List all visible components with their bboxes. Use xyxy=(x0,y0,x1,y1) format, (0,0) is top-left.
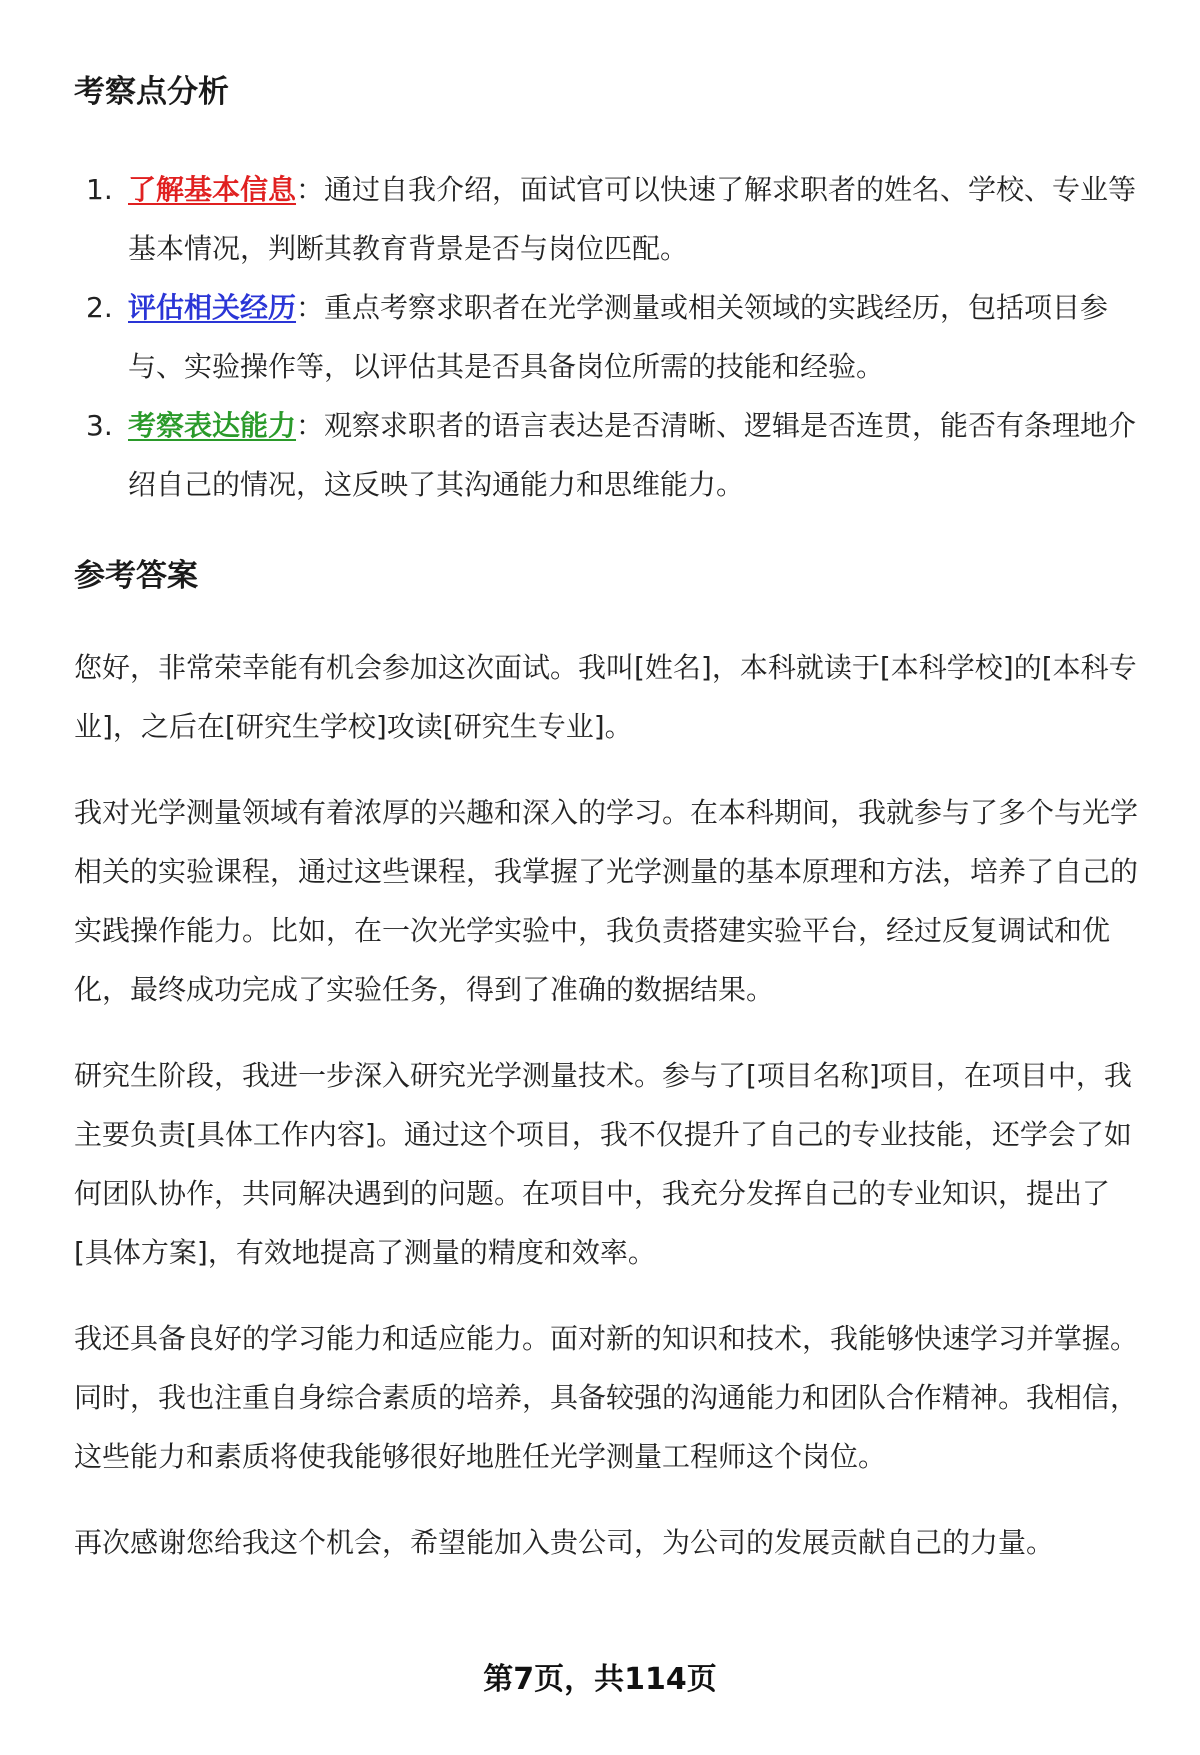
list-number: 2. xyxy=(86,291,113,324)
answer-body xyxy=(74,638,1146,1572)
analysis-item xyxy=(74,278,1146,396)
answer-paragraph: 我对光学测量领域有着浓厚的兴趣和深入的学习。在本科期间，我就参与了多个与光学相关的实验课程，通过这些课程，我掌握了光学测量的基本原理和方法，培养了自己的实践操作能力。比如，在一次光学实验中，我负责搭建实验平台，经过反复调试和优化，最终成功完成了实验任务，得到了准确的数据结果。 xyxy=(74,796,1139,1006)
answer-paragraph: 研究生阶段，我进一步深入研究光学测量技术。参与了[项目名称]项目，在项目中，我主要负责[具体工作内容]。通过这个项目，我不仅提升了自己的专业技能，还学会了如何团队协作，共同解决遇到的问题。在项目中，我充分发挥自己的专业知识，提出了[具体方案]，有效地提高了测量的精度和效率。 xyxy=(74,1059,1132,1269)
analysis-item-text: 重点考察求职者在光学测量或相关领域的实践经历，包括项目参与、实验操作等，以评估其是否具备岗位所需的技能和经验。 xyxy=(128,291,1109,383)
analysis-heading: 考察点分析 xyxy=(74,74,229,110)
analysis-item-text: 观察求职者的语言表达是否清晰、逻辑是否连贯，能否有条理地介绍自己的情况，这反映了其沟通能力和思维能力。 xyxy=(128,409,1137,501)
answer-heading: 参考答案 xyxy=(74,558,198,594)
analysis-list xyxy=(74,160,1146,514)
list-number: 3. xyxy=(86,409,113,442)
keyword-colon: ： xyxy=(296,173,325,206)
analysis-item xyxy=(74,396,1146,514)
keyword-experience: 评估相关经历 xyxy=(128,291,297,324)
answer-paragraph: 您好，非常荣幸能有机会参加这次面试。我叫[姓名]，本科就读于[本科学校]的[本科专业]，之后在[研究生学校]攻读[研究生专业]。 xyxy=(74,651,1137,743)
keyword-expression: 考察表达能力 xyxy=(128,409,297,442)
keyword-colon: ： xyxy=(296,409,325,442)
page-content xyxy=(74,70,1146,1572)
analysis-item xyxy=(74,160,1146,278)
page-number: 第7页，共114页 xyxy=(483,1662,717,1697)
keyword-colon: ： xyxy=(296,291,325,324)
list-number: 1. xyxy=(86,173,113,206)
answer-paragraph: 我还具备良好的学习能力和适应能力。面对新的知识和技术，我能够快速学习并掌握。同时，我也注重自身综合素质的培养，具备较强的沟通能力和团队合作精神。我相信，这些能力和素质将使我能够很好地胜任光学测量工程师这个岗位。 xyxy=(74,1322,1139,1473)
answer-paragraph: 再次感谢您给我这个机会，希望能加入贵公司，为公司的发展贡献自己的力量。 xyxy=(74,1526,1055,1559)
analysis-item-text: 通过自我介绍，面试官可以快速了解求职者的姓名、学校、专业等基本情况，判断其教育背景是否与岗位匹配。 xyxy=(128,173,1137,265)
keyword-basic-info: 了解基本信息 xyxy=(128,173,297,206)
